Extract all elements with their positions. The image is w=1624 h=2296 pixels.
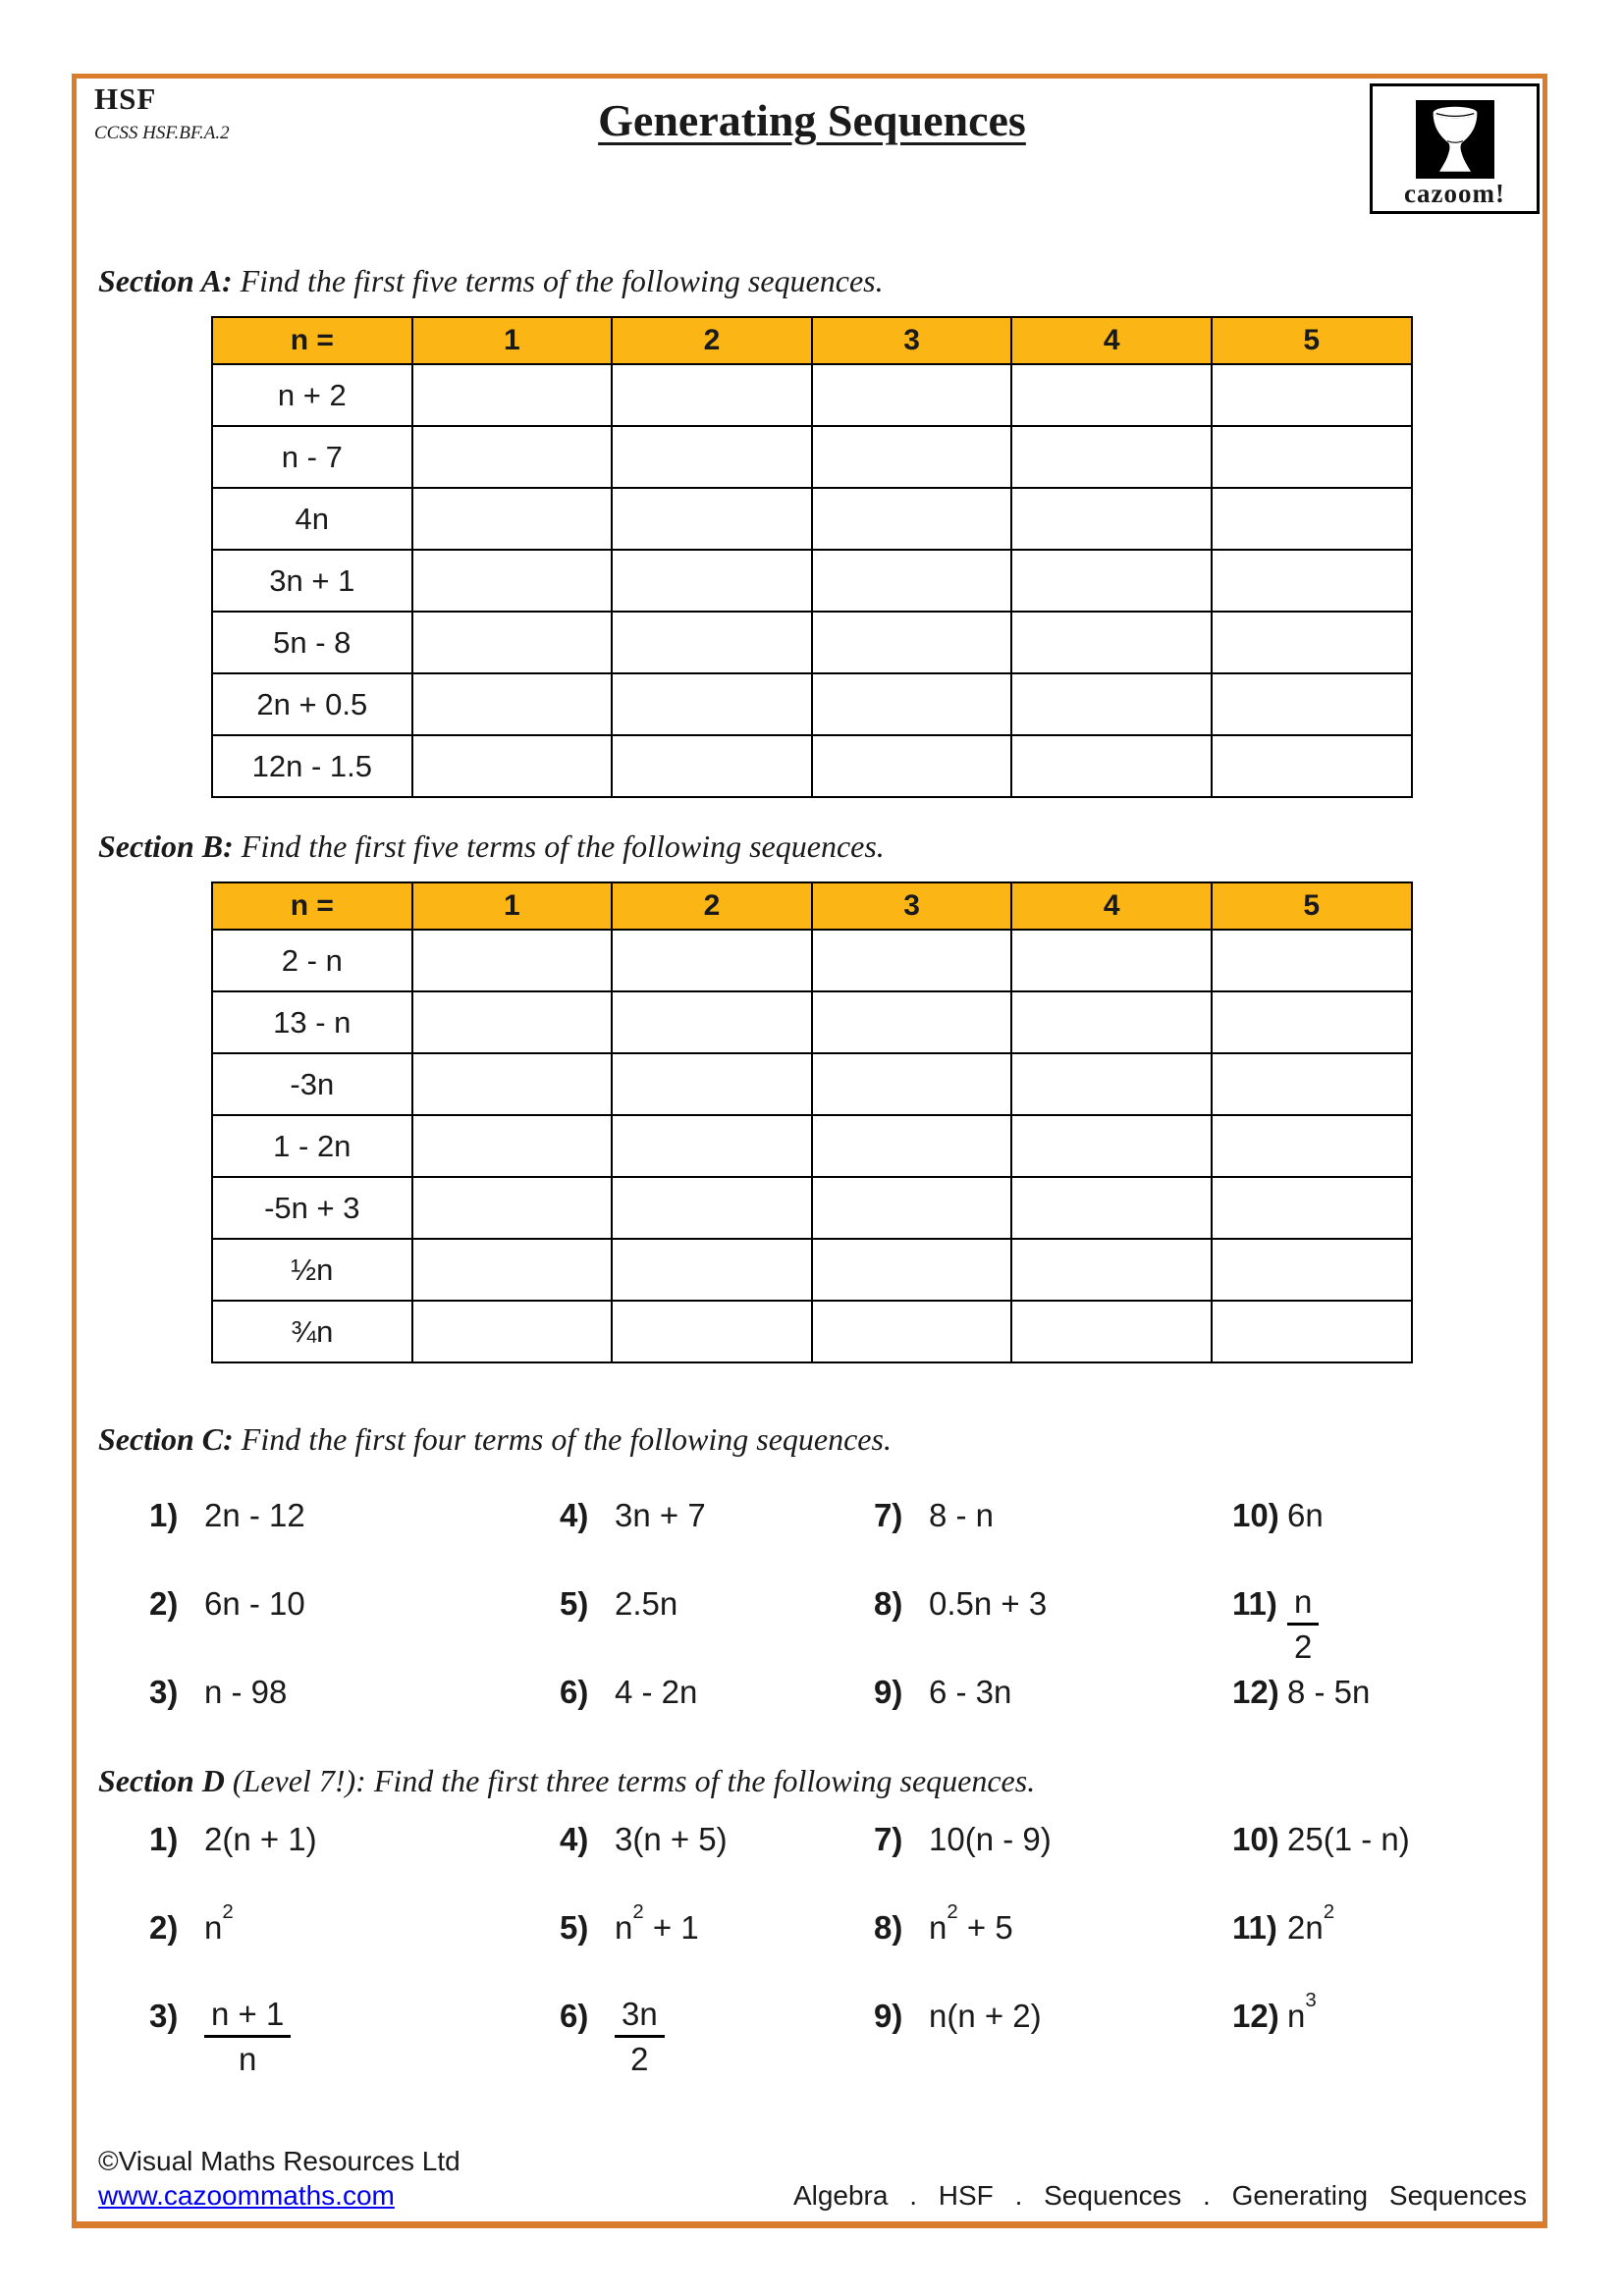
- sequence-rule-cell: 5n - 8: [212, 612, 412, 673]
- answer-cell: [1011, 488, 1212, 550]
- table-row: [212, 1053, 1412, 1115]
- table-row: [212, 673, 1412, 735]
- section-d-instruction: (Level 7!): Find the first three terms of the following sequences.: [224, 1763, 1036, 1798]
- answer-cell: [1212, 1239, 1412, 1301]
- sequence-rule-cell: 12n - 1.5: [212, 735, 412, 797]
- answer-cell: [612, 612, 812, 673]
- answer-cell: [612, 930, 812, 991]
- answer-cell: [612, 1177, 812, 1239]
- answer-cell: [612, 488, 812, 550]
- answer-cell: [412, 1177, 613, 1239]
- problem-c-9: 9) 6 - 3n: [874, 1674, 1012, 1710]
- answer-cell: [412, 1301, 613, 1362]
- section-a-heading: [98, 261, 884, 300]
- answer-cell: [1212, 426, 1412, 488]
- answer-cell: [412, 673, 613, 735]
- problem-d-10: 10) 25(1 - n): [1232, 1821, 1410, 1857]
- table-row: [212, 1115, 1412, 1177]
- cazoom-logo: [1370, 83, 1540, 214]
- ccss-standard: CCSS HSF.BF.A.2: [94, 123, 230, 143]
- problem-d-4: 4) 3(n + 5): [560, 1821, 728, 1857]
- table-row: [212, 488, 1412, 550]
- section-b-heading: [98, 827, 885, 866]
- logo-wordmark: cazoom!: [1404, 179, 1505, 208]
- section-a-table: [211, 316, 1413, 798]
- answer-cell: [412, 1115, 613, 1177]
- answer-cell: [812, 550, 1012, 612]
- answer-cell: [612, 1053, 812, 1115]
- answer-cell: [1212, 1115, 1412, 1177]
- answer-cell: [812, 1239, 1012, 1301]
- breadcrumb: Algebra . HSF . Sequences . Generating Sequences: [792, 2180, 1527, 2211]
- answer-cell: [1212, 612, 1412, 673]
- answer-cell: [1011, 930, 1212, 991]
- table-row: [212, 1177, 1412, 1239]
- column-header: n =: [212, 882, 412, 930]
- answer-cell: [1011, 426, 1212, 488]
- answer-cell: [1212, 1177, 1412, 1239]
- answer-cell: [812, 426, 1012, 488]
- column-header: 1: [412, 317, 613, 364]
- problem-c-6: 6) 4 - 2n: [560, 1674, 698, 1710]
- answer-cell: [412, 930, 613, 991]
- answer-cell: [412, 426, 613, 488]
- section-c-label: Section C:: [98, 1421, 234, 1457]
- problem-c-11: 11) n 2: [1232, 1582, 1370, 1671]
- answer-cell: [412, 550, 613, 612]
- problem-c-10: 10) 6n: [1232, 1497, 1324, 1533]
- answer-cell: [812, 991, 1012, 1053]
- answer-cell: [1011, 1053, 1212, 1115]
- table-header-row: [212, 317, 1412, 364]
- section-a-label: Section A:: [98, 263, 233, 298]
- answer-cell: [1011, 673, 1212, 735]
- answer-cell: [612, 1115, 812, 1177]
- column-header: 4: [1011, 882, 1212, 930]
- answer-cell: [1212, 1053, 1412, 1115]
- answer-cell: [812, 1301, 1012, 1362]
- answer-cell: [612, 426, 812, 488]
- sequence-rule-cell: ½n: [212, 1239, 412, 1301]
- problem-d-12: 12) $n^3$: [1232, 1988, 1317, 2034]
- column-header: 4: [1011, 317, 1212, 364]
- table-header-row: [212, 882, 1412, 930]
- drum-icon: [1416, 100, 1494, 179]
- table-row: [212, 426, 1412, 488]
- answer-cell: [1212, 673, 1412, 735]
- fraction: n 2: [1287, 1582, 1319, 1667]
- problem-c-5: 5) 2.5n: [560, 1585, 678, 1622]
- problem-d-8: 8) $n^2 + 5$: [874, 1899, 1013, 1946]
- problem-c-7: 7) 8 - n: [874, 1497, 995, 1533]
- column-header: 3: [812, 882, 1012, 930]
- answer-cell: [612, 1301, 812, 1362]
- problem-d-11: 11) $2n^2$: [1232, 1899, 1335, 1946]
- worksheet-code: HSF: [94, 81, 157, 116]
- sequence-rule-cell: 3n + 1: [212, 550, 412, 612]
- answer-cell: [812, 1115, 1012, 1177]
- sequence-rule-cell: 2 - n: [212, 930, 412, 991]
- answer-cell: [612, 735, 812, 797]
- fraction: n + 1 n: [204, 1995, 291, 2079]
- problem-c-8: 8) 0.5n + 3: [874, 1585, 1048, 1622]
- answer-cell: [1011, 1177, 1212, 1239]
- problem-d-7: 7) 10(n - 9): [874, 1821, 1052, 1857]
- answer-cell: [612, 1239, 812, 1301]
- section-b-instruction: Find the first five terms of the following sequences.: [233, 828, 885, 864]
- column-header: 2: [612, 882, 812, 930]
- answer-cell: [812, 735, 1012, 797]
- table-row: [212, 1239, 1412, 1301]
- website-link[interactable]: www.cazoommaths.com: [98, 2180, 395, 2211]
- answer-cell: [1011, 1115, 1212, 1177]
- answer-cell: [412, 991, 613, 1053]
- sequence-rule-cell: n + 2: [212, 364, 412, 426]
- answer-cell: [1212, 364, 1412, 426]
- answer-cell: [412, 1239, 613, 1301]
- sequence-rule-cell: 2n + 0.5: [212, 673, 412, 735]
- answer-cell: [1212, 735, 1412, 797]
- column-header: 2: [612, 317, 812, 364]
- answer-cell: [412, 612, 613, 673]
- problem-c-4: 4) 3n + 7: [560, 1497, 706, 1533]
- column-header: 3: [812, 317, 1012, 364]
- column-header: 1: [412, 882, 613, 930]
- section-d-problems: [149, 1818, 1410, 2083]
- table-row: [212, 612, 1412, 673]
- answer-cell: [1011, 1301, 1212, 1362]
- problem-d-5: 5) $n^2 + 1$: [560, 1899, 699, 1946]
- table-row: [212, 1301, 1412, 1362]
- sequence-rule-cell: 4n: [212, 488, 412, 550]
- sequence-rule-cell: n - 7: [212, 426, 412, 488]
- answer-cell: [412, 735, 613, 797]
- column-header: 5: [1212, 317, 1412, 364]
- answer-cell: [812, 930, 1012, 991]
- answer-cell: [1011, 991, 1212, 1053]
- answer-cell: [812, 364, 1012, 426]
- section-d-heading: [98, 1761, 1035, 1800]
- problem-d-1: 1) 2(n + 1): [149, 1821, 317, 1857]
- problem-c-2: 2) 6n - 10: [149, 1585, 305, 1622]
- sequence-rule-cell: -3n: [212, 1053, 412, 1115]
- answer-cell: [812, 488, 1012, 550]
- answer-cell: [1011, 550, 1212, 612]
- section-b-table: [211, 881, 1413, 1363]
- answer-cell: [1011, 364, 1212, 426]
- sequence-rule-cell: ¾n: [212, 1301, 412, 1362]
- answer-cell: [1212, 991, 1412, 1053]
- answer-cell: [1212, 488, 1412, 550]
- answer-cell: [412, 364, 613, 426]
- answer-cell: [612, 673, 812, 735]
- table-row: [212, 735, 1412, 797]
- problem-c-12: 12) 8 - 5n: [1232, 1674, 1371, 1710]
- answer-cell: [1212, 550, 1412, 612]
- fraction: 3n 2: [615, 1995, 665, 2079]
- section-c-problems: [149, 1494, 1370, 1759]
- answer-cell: [1011, 1239, 1212, 1301]
- problem-c-1: 1) 2n - 12: [149, 1497, 305, 1533]
- answer-cell: [612, 364, 812, 426]
- problem-d-9: 9) n(n + 2): [874, 1998, 1042, 2034]
- copyright-text: ©Visual Maths Resources Ltd: [98, 2146, 460, 2176]
- answer-cell: [812, 1053, 1012, 1115]
- page-title: Generating Sequences: [598, 95, 1026, 145]
- sequence-rule-cell: 1 - 2n: [212, 1115, 412, 1177]
- section-a-instruction: Find the first five terms of the following sequences.: [232, 263, 884, 298]
- answer-cell: [412, 488, 613, 550]
- answer-cell: [612, 991, 812, 1053]
- section-b-label: Section B:: [98, 828, 234, 864]
- answer-cell: [812, 673, 1012, 735]
- answer-cell: [1011, 612, 1212, 673]
- problem-d-6: 6) 3n 2: [560, 1995, 874, 2083]
- answer-cell: [412, 1053, 613, 1115]
- table-row: [212, 930, 1412, 991]
- section-d-label: Section D: [98, 1763, 225, 1798]
- answer-cell: [812, 1177, 1012, 1239]
- problem-c-3: 3) n - 98: [149, 1674, 288, 1710]
- answer-cell: [612, 550, 812, 612]
- answer-cell: [1212, 930, 1412, 991]
- table-row: [212, 550, 1412, 612]
- column-header: 5: [1212, 882, 1412, 930]
- table-row: [212, 991, 1412, 1053]
- section-c-instruction: Find the first four terms of the following sequences.: [233, 1421, 892, 1457]
- column-header: n =: [212, 317, 412, 364]
- sequence-rule-cell: -5n + 3: [212, 1177, 412, 1239]
- table-row: [212, 364, 1412, 426]
- problem-d-3: 3) n + 1 n: [149, 1995, 560, 2083]
- answer-cell: [1212, 1301, 1412, 1362]
- answer-cell: [812, 612, 1012, 673]
- section-c-heading: [98, 1419, 892, 1459]
- answer-cell: [1011, 735, 1212, 797]
- sequence-rule-cell: 13 - n: [212, 991, 412, 1053]
- problem-d-2: 2) $n^2$: [149, 1899, 234, 1946]
